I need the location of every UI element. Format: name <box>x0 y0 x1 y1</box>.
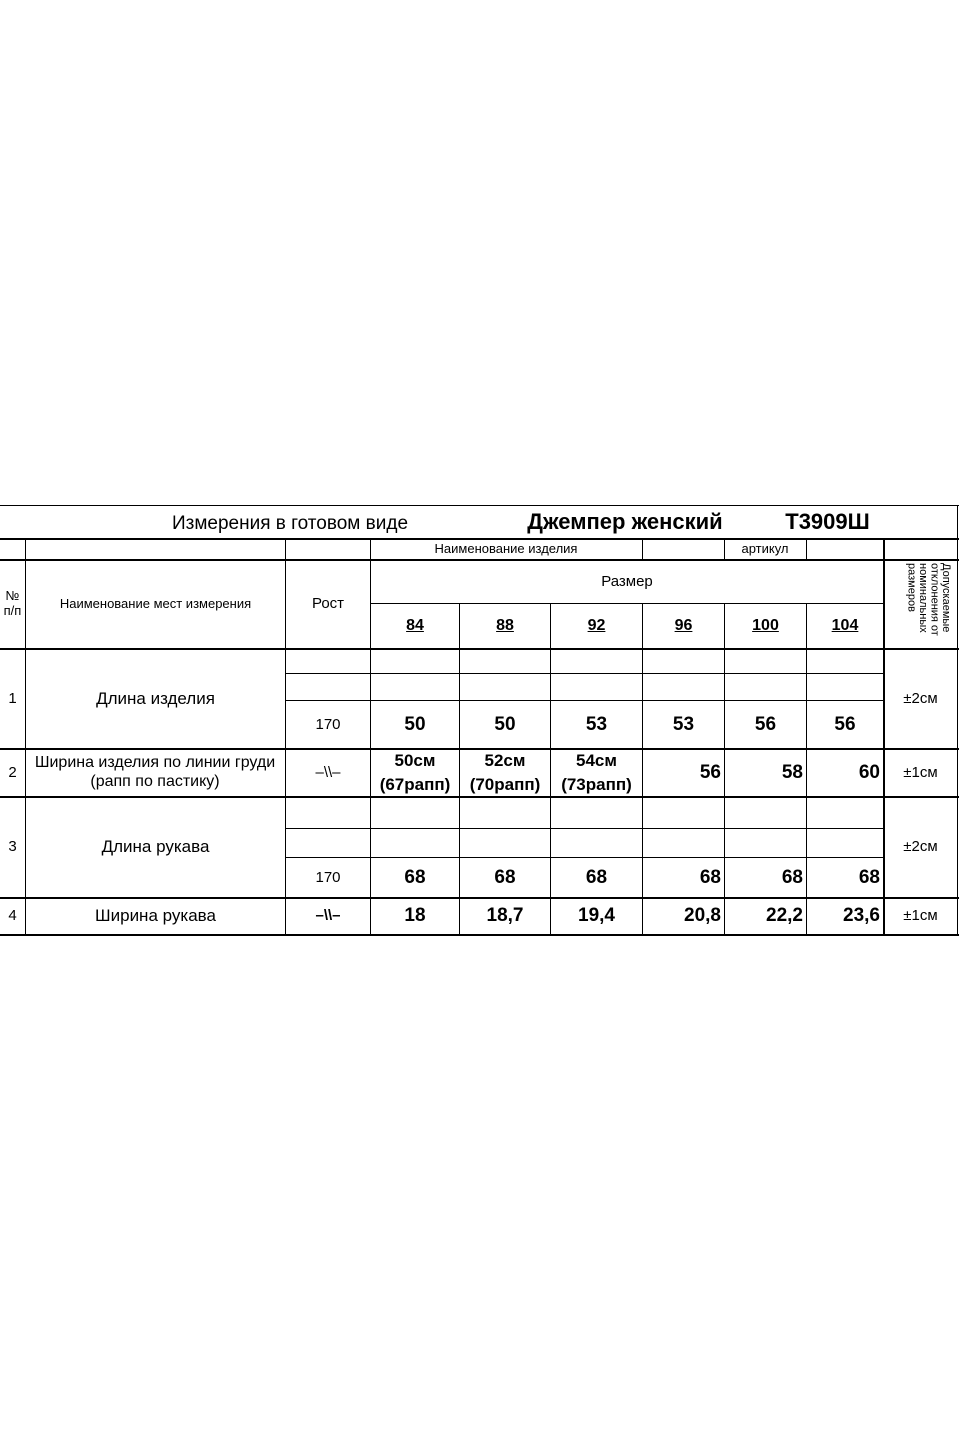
col-place-header: Наименование мест измерения <box>59 595 252 611</box>
row1-v88: 50 <box>494 713 516 735</box>
row3-v104: 68 <box>858 866 880 888</box>
vrule-s104 <box>806 538 807 559</box>
row3-tolerance: ±2см <box>903 838 938 856</box>
row3-height: 170 <box>315 868 341 886</box>
row1-v100: 56 <box>754 713 777 735</box>
row2-num: 2 <box>8 763 17 781</box>
row1-height: 170 <box>315 715 341 733</box>
row1-tolerance: ±2см <box>903 689 938 707</box>
row4-tolerance: ±1см <box>903 907 938 925</box>
size-104: 104 <box>831 616 859 634</box>
rule-r3-a <box>285 828 884 829</box>
col-tolerance-header: Допускаемые отклонения от номинальных размеров <box>905 563 952 636</box>
row3-v92: 68 <box>585 866 608 888</box>
row4-name: Ширина рукава <box>95 906 216 926</box>
row1-v96: 53 <box>672 713 695 735</box>
caption-product: Наименование изделия <box>434 540 578 556</box>
row4-num: 4 <box>8 907 17 925</box>
row3-v96: 68 <box>699 866 721 888</box>
row2-name: Ширина изделия по линии груди (рапп по пастику) <box>34 754 276 790</box>
caption-article: артикул <box>741 540 789 556</box>
row4-v88: 18,7 <box>486 905 524 927</box>
row2-v92-top: 54см <box>576 750 617 770</box>
row2-v92-bottom: (73рапп) <box>561 774 632 794</box>
vrule-right <box>957 505 958 934</box>
row1-v84: 50 <box>404 713 426 735</box>
row4-height: –\\– <box>315 907 341 925</box>
rule-bottom <box>0 934 959 936</box>
row2-v96: 56 <box>699 761 721 783</box>
row2-height: –\\– <box>315 763 341 781</box>
row4-v84: 18 <box>404 905 426 927</box>
size-96: 96 <box>674 616 693 634</box>
rule-r1-a <box>285 673 884 674</box>
row3-num: 3 <box>8 838 17 856</box>
row1-num: 1 <box>8 689 17 707</box>
row1-v92: 53 <box>585 713 608 735</box>
row1-name: Длина изделия <box>96 688 215 708</box>
vrule-s96 <box>642 538 643 559</box>
row2-v104: 60 <box>858 761 880 783</box>
row3-v84: 68 <box>404 866 426 888</box>
product-name: Джемпер женский <box>527 509 723 535</box>
col-size-header: Размер <box>601 572 653 590</box>
row1-v104: 56 <box>834 713 856 735</box>
col-num-header: № п/п <box>3 588 22 618</box>
row3-v88: 68 <box>494 866 516 888</box>
row4-v96: 20,8 <box>684 905 721 927</box>
row4-v100: 22,2 <box>766 905 803 927</box>
row2-v88-top: 52см <box>484 750 526 770</box>
size-100: 100 <box>752 616 779 634</box>
row2-v84-bottom: (67рапп) <box>379 774 451 794</box>
row2-v88-bottom: (70рапп) <box>469 774 541 794</box>
row2-tolerance: ±1см <box>903 763 938 781</box>
size-92: 92 <box>587 616 606 634</box>
row4-v92: 19,4 <box>578 905 615 927</box>
article-code: Т3909Ш <box>785 509 870 535</box>
row4-v104: 23,6 <box>843 905 880 927</box>
size-88: 88 <box>496 616 514 634</box>
row2-v84-top: 50см <box>394 750 436 770</box>
row3-name: Длина рукава <box>101 837 210 857</box>
row2-v100: 58 <box>781 761 803 783</box>
row3-v100: 68 <box>781 866 803 888</box>
col-height-header: Рост <box>311 595 345 613</box>
size-84: 84 <box>406 616 424 634</box>
title-left: Измерения в готовом виде <box>171 513 409 535</box>
